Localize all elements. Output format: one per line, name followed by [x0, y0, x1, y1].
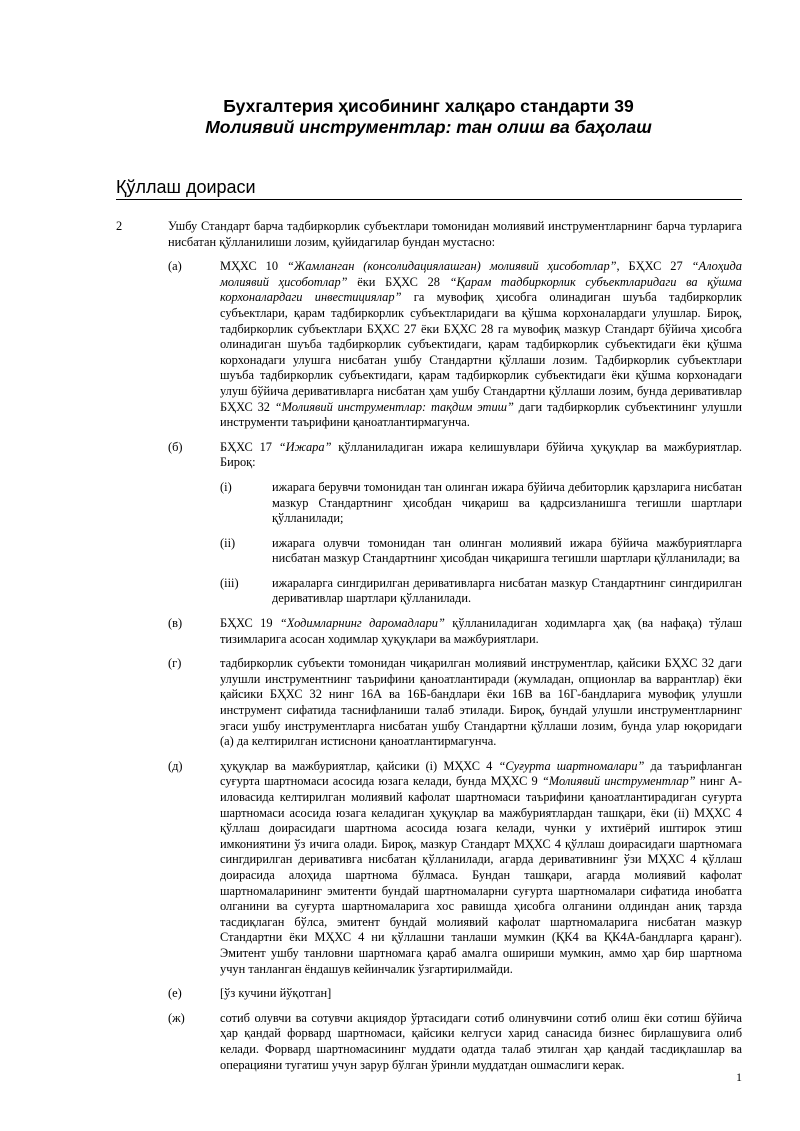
sub-item-text: ижарага олувчи томонидан тан олинган молиявий ижара бўйича мажбуриятларга нисбатан мазкур Стандартнинг ҳисобдан чиқаришга тегишли шартлари қўлланилади; ва: [272, 535, 742, 566]
item-text-run: , БҲХС 27: [616, 259, 692, 274]
item-text-run: ҳуқуқлар ва мажбуриятлар, қайсики (i) МҲХС 4: [220, 758, 499, 773]
document-body: [116, 219, 742, 1073]
item-text-italic: “Суғурта шартномалари”: [498, 758, 645, 773]
sub-item-label: (iii): [220, 575, 239, 590]
item-label: (а): [168, 259, 182, 274]
paragraph-intro: Ушбу Стандарт барча тадбиркорлик субъектлари томонидан молиявий инструментларнинг барча турларига нисбатан қўлланилиши лозим, қуйидагилар бундан мустасно:: [168, 219, 742, 249]
item-text-italic: “Молиявий инструментлар”: [541, 774, 696, 789]
item-text-run: БҲХС 19: [220, 616, 280, 631]
item-text-run: МҲХС 10: [220, 259, 287, 274]
item-text-italic: “Ижара”: [278, 439, 332, 454]
list-item-g: [168, 656, 742, 750]
item-label: (б): [168, 439, 183, 454]
item-text-run: БҲХС 17: [220, 439, 279, 454]
item-text-italic: “Қарам тадбиркорлик субъектларидаги ва қўшма корхоналардаги инвестициялар”: [220, 274, 743, 305]
item-label: (г): [168, 656, 182, 671]
list-item-a: [168, 259, 742, 431]
item-text-italic: “Молиявий инструментлар: тақдим этиш”: [274, 399, 514, 414]
list-item-b: [168, 440, 742, 607]
item-text: [220, 259, 742, 431]
sub-item-text: ижарага берувчи томонидан тан олинган ижара бўйича дебиторлик қарзларига нисбатан мазкур Стандартнинг ҳисобдан чиқариш ва қадрсизланишга тегишли шартлари қўлланилади;: [272, 479, 742, 526]
paragraph-2: [116, 219, 742, 1073]
sub-item-ii: [220, 536, 742, 567]
item-text-run: қўлланиладиган ходимларга ҳақ (ва нафақа) тўлаш тизимларига асосан ходимлар ҳуқуқлари ва мажбуриятлари.: [220, 616, 742, 646]
item-text-italic: “Ходимларнинг даромадлари”: [279, 616, 445, 631]
sub-item-label: (i): [220, 479, 232, 494]
item-label: (е): [168, 986, 182, 1001]
sub-item-iii: [220, 576, 742, 607]
item-text: тадбиркорлик субъекти томонидан чиқарилган молиявий инструментлар, қайсики БҲХС 32 даги улушли инструментнинг таърифини қаноатлантиради (жумладан, опционлар ва варрантлар) ёки қайсики БҲХС 32 нинг 16А ва 16Б-бандлари ёки 16В ва 16Г-бандларига мувофиқ улушли инструмент сифатида таснифланиши талаб этилади. Бироқ, бундай улушли инструментларнинг эгаси ушбу инструментларга нисбатан ушбу Стандартни қўллаши лозим, бунда улар юқоридаги (а) да келтирилган истиснони қаноатлантирмагунча.: [220, 656, 742, 749]
item-label: (в): [168, 616, 183, 631]
list-item-v: [168, 616, 742, 647]
item-text-italic: “Алоҳида молиявий ҳисоботлар”: [220, 259, 742, 289]
item-text: [220, 759, 742, 977]
title-line-1: Бухгалтерия ҳисобининг халқаро стандарти 39: [223, 96, 634, 116]
item-text-run: қўлланиладиган ижара келишувлари бўйича ҳуқуқлар ва мажбуриятлар. Бироқ:: [220, 439, 743, 470]
item-text-run: даги тадбиркорлик субъектининг улушли инструменти таърифини қаноатлантирмагунча.: [220, 399, 743, 430]
list-item-d: [168, 759, 742, 977]
item-text: сотиб олувчи ва сотувчи акциядор ўртасидаги сотиб олинувчини сотиб олиш ёки сотиш бўйича ҳар қандай форвард шартномаси, қайсики келгуси харид санасида бизнес бирлашувига олиб келади. Форвард шартномасининг муддати одатда талаб этилган ҳар қандай тасдиқлашлар ва операцияни тугатиш учун зарур бўлган ўринли муддатдан ошмаслиги керак.: [220, 1010, 742, 1072]
item-label: (д): [168, 758, 183, 773]
item-text-run: нинг А-иловасида келтирилган молиявий кафолат шартномаси таърифини қаноатлантирадиган суғурта шартномаси асосида юзага келадиган ҳуқуқлар ва мажбуриятлардан ташқари, ёки (ii) МҲХС 4 қўллаш доирасидаги шартнома асосида юзага келади, чунки у ихтиёрий иштирок этиш имкониятини ўз ичига олади. Бироқ, мазкур Стандарт МҲХС 4 қўллаш доирасидаги шартномага сингдирилган деривативга нисбатан қўлланилади, агарда деривативнинг ўзи МҲХС 4 қўллаш доирасида алоҳида шартнома бўлмаса. Бундан ташқари, агарда молиявий кафолат шартномаларининг эмитенти бундай шартномаларни суғурта шартномалари сифатида инобатга олганини ва суғурта шартномаларига хос равишда ҳисобга олганини олдиндан аниқ тарзда тасдиқлаган бўлса, эмитент бундай молиявий кафолат шартномаларига нисбатан мазкур Стандартни ёки МҲХС 4 ни қўллашни танлаши мумкин (ҚК4 ва ҚК4А-бандларга қаранг). Эмитент ушбу танловни шартномага қараб амалга ошириши мумкин, аммо ҳар бир шартнома учун танланган ёндашув кейинчалик ўзгартирилмайди.: [220, 774, 742, 976]
item-text: [220, 440, 742, 471]
sub-item-i: [220, 480, 742, 527]
item-text: [ўз кучини йўқотган]: [220, 986, 332, 1001]
item-text-italic: “Жамланган (консолидациялашган) молиявий ҳисоботлар”: [286, 259, 617, 274]
sub-item-text: ижараларга сингдирилган деривативларга нисбатан мазкур Стандартнинг сингдирилган деривативлар шартлари қўлланилади.: [272, 575, 742, 606]
item-text: [220, 616, 742, 647]
list-item-e: [168, 986, 742, 1002]
item-text-run: ёки БҲХС 28: [347, 274, 450, 289]
page-number: 1: [736, 1070, 742, 1084]
item-text-run: да таърифланган суғурта шартномаси асосида юзага келади, бунда МҲХС 9: [220, 758, 742, 789]
section-heading: Қўллаш доираси: [116, 176, 742, 200]
title-line-2: Молиявий инструментлар: тан олиш ва баҳолаш: [205, 117, 652, 137]
document-title: [0, 96, 800, 138]
item-label: (ж): [168, 1010, 185, 1025]
item-text-run: га мувофиқ ҳисобга олинадиган шуъба тадбиркорлик субъектлари, қарам тадбиркорлик субъектларидаги ва қўшма корхоналардаги улушлар. Бироқ, тадбиркорлик субъектлари БҲХС 27 ёки БҲХС 28 га мувофиқ мазкур Стандарт бўйича ҳисобга олинадиган шуъба тадбиркорлик субъектидаги, қарам тадбиркорлик субъектидаги ёки қўшма корхонадаги улушга нисбатан ушбу Стандартни қўллаши лозим. Тадбиркорлик субъектлари шуъба тадбиркорлик субъектидаги, қарам тадбиркорлик субъектидаги ёки қўшма корхонадаги улуш бўйича деривативларга нисбатан ҳам ушбу Стандартни қўллаши лозим, бунда деривативлар БҲХС 32: [220, 290, 742, 414]
sub-item-label: (ii): [220, 535, 236, 550]
list-item-zh: [168, 1011, 742, 1073]
paragraph-number: 2: [116, 219, 123, 233]
